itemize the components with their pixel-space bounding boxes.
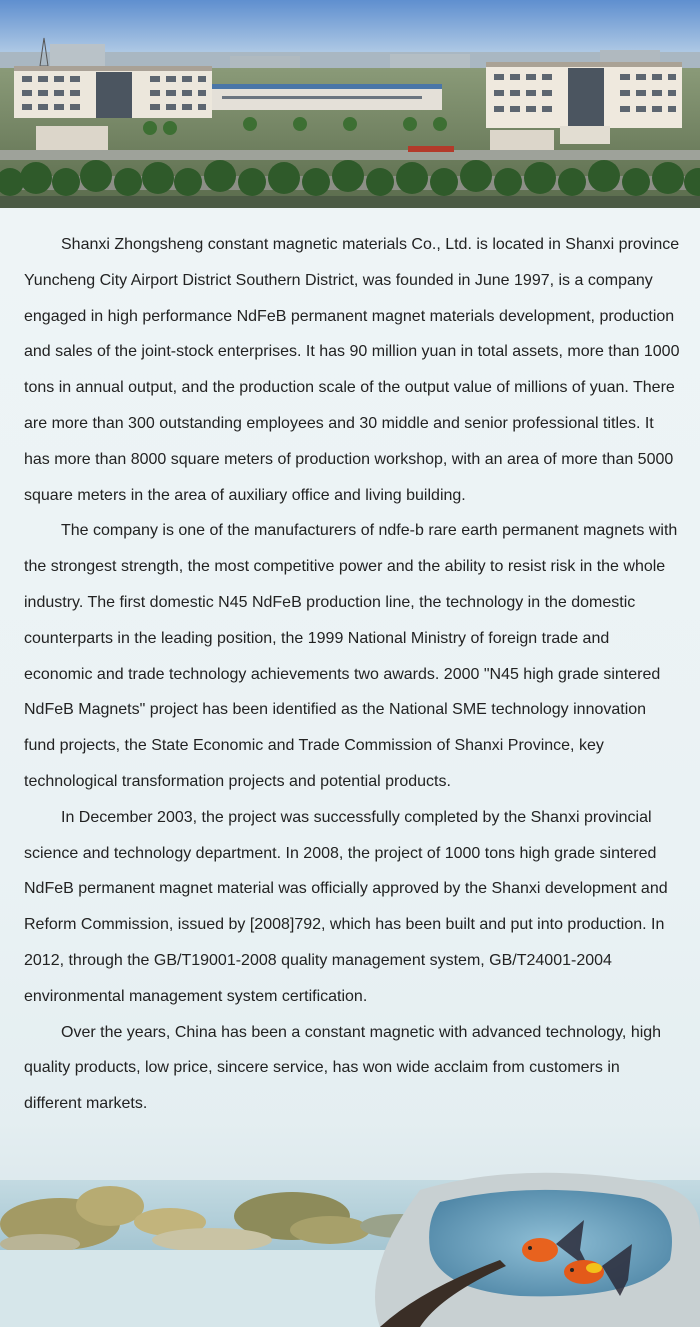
factory-campus-photo bbox=[0, 0, 700, 208]
company-profile-section bbox=[0, 208, 700, 1138]
paragraph-project-milestones: In December 2003, the project was successfully completed by the Shanxi provincial science and technology department. In 2008, the project of 1000 tons high grade sintered NdFeB permanent magnet material was officially approved by the Shanxi development and Reform Commission, issued by [2008]792, which has been built and put into production. In 2012, through the GB/T19001-2008 quality management system, GB/T24001-2004 environmental management system certification. bbox=[24, 808, 668, 1005]
paragraph-company-overview: Shanxi Zhongsheng constant magnetic materials Co., Ltd. is located in Shanxi province Yuncheng City Airport District Southern District, was founded in June 1997, is a company engaged in high performance NdFeB permanent magnet materials development, production and sales of the joint-stock enterprises. It has 90 million yuan in total assets, more than 1000 tons in annual output, and the production scale of the output value of millions of yuan. There are more than 300 outstanding employees and 30 middle and senior professional titles. It has more than 8000 square meters of production workshop, with an area of more than 5000 square meters in the area of auxiliary office and living building. bbox=[24, 236, 680, 504]
decorative-rocks-goldfish-illustration bbox=[0, 1120, 700, 1327]
paragraph-industry-position: The company is one of the manufacturers of ndfe-b rare earth permanent magnets with the strongest strength, the most competitive power and the ability to resist risk in the whole industry. The first domestic N45 NdFeB production line, the technology in the domestic counterparts in the leading position, the 1999 National Ministry of foreign trade and economic and trade technology achievements two awards. 2000 "N45 high grade sintered NdFeB Magnets" project has been identified as the National SME technology innovation fund projects, the State Economic and Trade Commission of Shanxi Province, key technological transformation projects and potential products. bbox=[24, 522, 678, 790]
paragraph-reputation: Over the years, China has been a constant magnetic with advanced technology, high quality products, low price, sincere service, has won wide acclaim from customers in different markets. bbox=[24, 1023, 662, 1113]
company-profile-text bbox=[24, 227, 680, 1122]
